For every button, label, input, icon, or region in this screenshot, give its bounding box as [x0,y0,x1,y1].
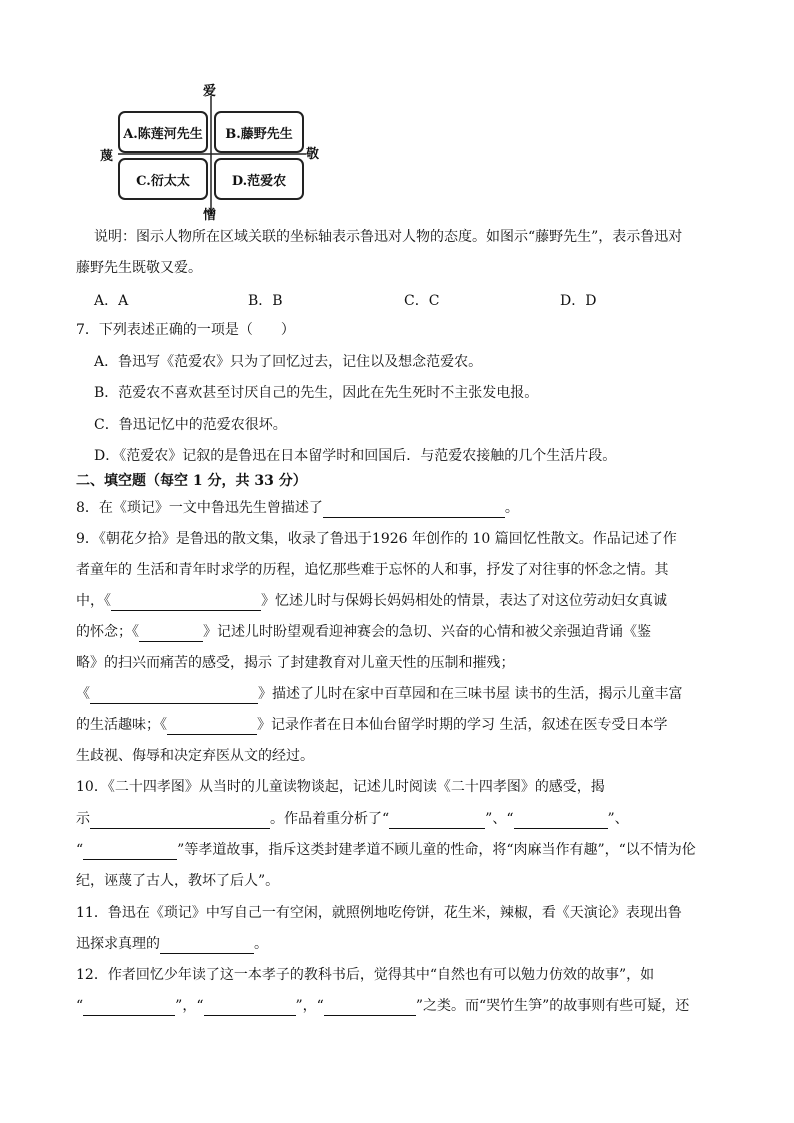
q9-line1: 9．《朝花夕拾》是鲁迅的散文集，收录了鲁迅于1926 年创作的 10 篇回忆性散文。作品记述了作 [76,531,677,547]
q9-line3-b: 》忆述儿时与保姆长妈妈相处的情景，表达了对这位劳动妇女真诚 [261,593,667,609]
q12-line1: 12．作者回忆少年读了这一本孝子的教科书后，觉得其中“自然也有可以勉力仿效的故事”，如 [76,967,655,983]
q6-option-a: A．A [94,293,129,309]
q10-line3 [76,840,696,860]
box-b: B.藤野先生 [214,111,304,153]
q7-option-d: D．《范爱农》记叙的是鲁迅在日本留学时和回国后．与范爱农接触的几个生活片段。 [94,448,617,464]
box-c: C.衍太太 [118,158,208,200]
q7-option-b: B．范爱农不喜欢甚至讨厌自己的先生，因此在先生死时不主张发电报。 [94,385,539,401]
box-d: D.范爱农 [214,158,304,200]
q9-line3 [76,591,667,611]
axis-left-label: 蔑 [100,149,114,164]
q9-blank1[interactable] [111,594,261,611]
q12-blank1[interactable] [83,999,175,1016]
q12-line2 [76,996,689,1016]
q9-line8: 生歧视、侮辱和决定弃医从文的经过。 [76,748,314,764]
q10-line2 [76,809,629,829]
q11-line2-a: 迅探求真理的 [76,936,160,952]
q10-line4: 纪，诬蔑了古人，教坏了后人”。 [76,873,280,889]
q6-note-line2: 藤野先生既敬又爱。 [76,260,202,276]
q10-line3-a: “ [76,842,84,858]
q12-line2-d: ”之类。而“哭竹生笋”的故事则有些可疑，还 [415,998,690,1014]
q7-option-a: A．鲁迅写《范爱农》只为了回忆过去，记住以及想念范爱农。 [94,354,483,370]
q7-stem: 7．下列表述正确的一项是（ ） [76,322,295,338]
q11-line1: 11．鲁迅在《琐记》中写自己一有空闲，就照例地吃侉饼，花生米，辣椒，看《天演论》表现出鲁 [76,905,682,921]
q9-line4-a: 的怀念；《 [76,624,139,640]
q11-line2-b: 。 [254,936,268,952]
q9-line3-a: 中，《 [76,593,111,609]
q10-blank2[interactable] [389,812,485,829]
q9-line5: 略》的扫兴而痛苦的感受，揭示 了封建教育对儿童天性的压制和摧残； [76,655,515,671]
q10-line3-b: ”等孝道故事，指斥这类封建孝道不顾儿童的性命，将“肉麻当作有趣”，“以不情为伦 [177,842,696,858]
q10-line2-c: ”、“ [485,811,514,827]
q9-blank4[interactable] [167,718,257,735]
q12-line2-a: “ [76,998,84,1014]
q9-line4 [76,622,651,642]
axis-right-label: 敬 [306,147,320,162]
q10-blank4[interactable] [83,843,177,860]
q8-text: 8．在《琐记》一文中鲁迅先生曾描述了 [76,500,323,516]
q12-blank2[interactable] [204,999,296,1016]
axis-top-label: 爱 [203,84,217,99]
q8-end: 。 [504,500,519,516]
q9-line7-a: 的生活趣味；《 [76,717,167,733]
q9-line4-b: 》记述儿时盼望观看迎神赛会的急切、兴奋的心情和被父亲强迫背诵《鉴 [203,624,651,640]
q6-option-d: D．D [560,293,597,309]
box-a: A.陈莲河先生 [118,111,208,153]
q9-line6-b: 》描述了儿时在家中百草园和在三味书屋 读书的生活，揭示儿童丰富 [258,686,683,702]
q12-blank3[interactable] [324,999,416,1016]
q6-option-c: C．C [404,293,440,309]
q9-line7 [76,715,667,735]
q11-line2 [76,934,268,954]
q7-option-c: C．鲁迅记忆中的范爱农很坏。 [94,417,287,433]
axis-bottom-label: 憎 [203,208,217,223]
q10-blank1[interactable] [90,812,270,829]
q8-blank[interactable] [323,501,505,518]
section-title: 二、填空题（每空 1 分，共 33 分） [76,473,307,489]
q9-line2: 者童年的 生活和青年时求学的历程，追忆那些难于忘怀的人和事，抒发了对往事的怀念之情。其 [76,562,669,578]
q9-blank3[interactable] [90,687,258,704]
attitude-quadrant-diagram [96,84,326,223]
q10-line2-b: 。作品着重分析了“ [270,811,390,827]
q8-line [76,498,519,518]
q9-line6 [76,684,682,704]
q10-line1: 10．《二十四孝图》从当时的儿童读物谈起，记述儿时阅读《二十四孝图》的感受，揭 [76,779,605,795]
q9-line7-b: 》记录作者在日本仙台留学时期的学习 生活，叙述在医专受日本学 [257,717,668,733]
q11-blank[interactable] [160,937,254,954]
q10-line2-d: ”、 [607,811,629,827]
q6-note-line1: 说明：图示人物所在区域关联的坐标轴表示鲁迅对人物的态度。如图示“藤野先生”，表示鲁迅对 [94,229,683,245]
q6-option-b: B．B [248,293,283,309]
q10-line2-a: 示 [76,811,90,827]
q9-blank2[interactable] [139,625,203,642]
q12-line2-c: ”，“ [295,998,324,1014]
q10-blank3[interactable] [514,812,608,829]
q12-line2-b: ”，“ [175,998,204,1014]
q9-line6-a: 《 [76,686,90,702]
